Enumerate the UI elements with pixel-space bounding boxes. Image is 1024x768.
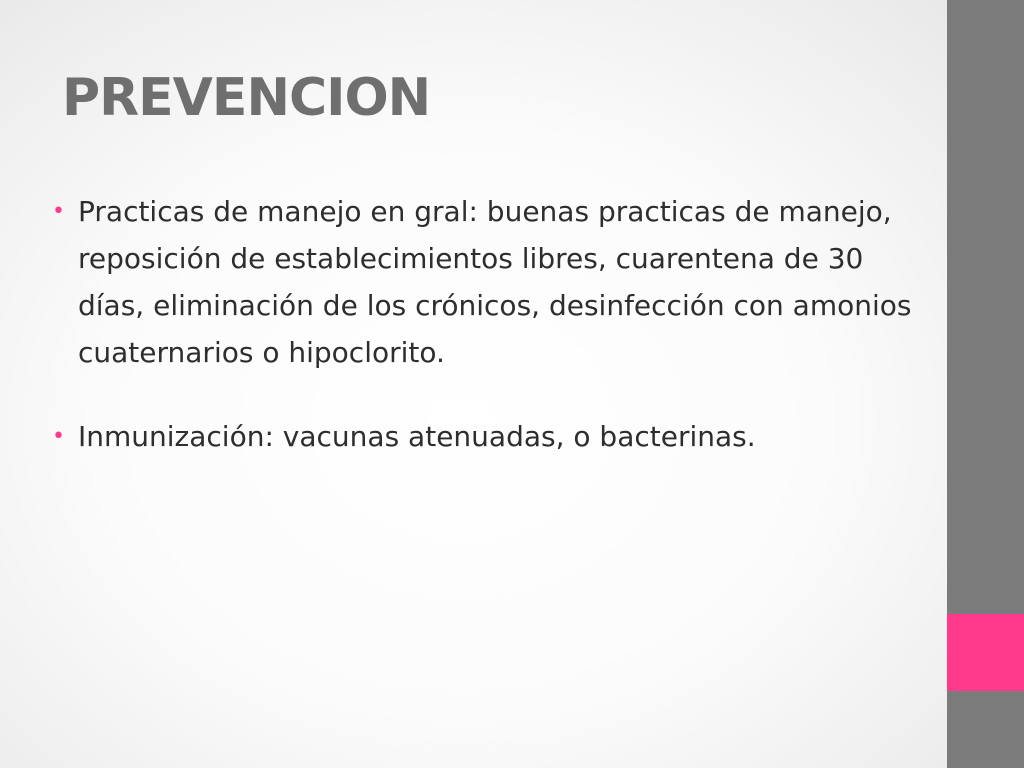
bullet-text: Inmunización: vacunas atenuadas, o bacterinas. <box>78 420 756 453</box>
bullet-item-practices <box>52 188 932 376</box>
slide-title: PREVENCION <box>62 68 431 128</box>
bullet-icon: • <box>52 424 65 449</box>
bullet-list <box>52 188 932 497</box>
side-accent-pink <box>947 614 1024 691</box>
bullet-item-immunization <box>52 413 932 460</box>
bullet-icon: • <box>52 199 65 224</box>
bullet-text: Practicas de manejo en gral: buenas practicas de manejo, reposición de establecimientos libres, cuarentena de 30 días, eliminación de los crónicos, desinfección con amonios cuaternarios o hipoclorito. <box>78 195 912 369</box>
